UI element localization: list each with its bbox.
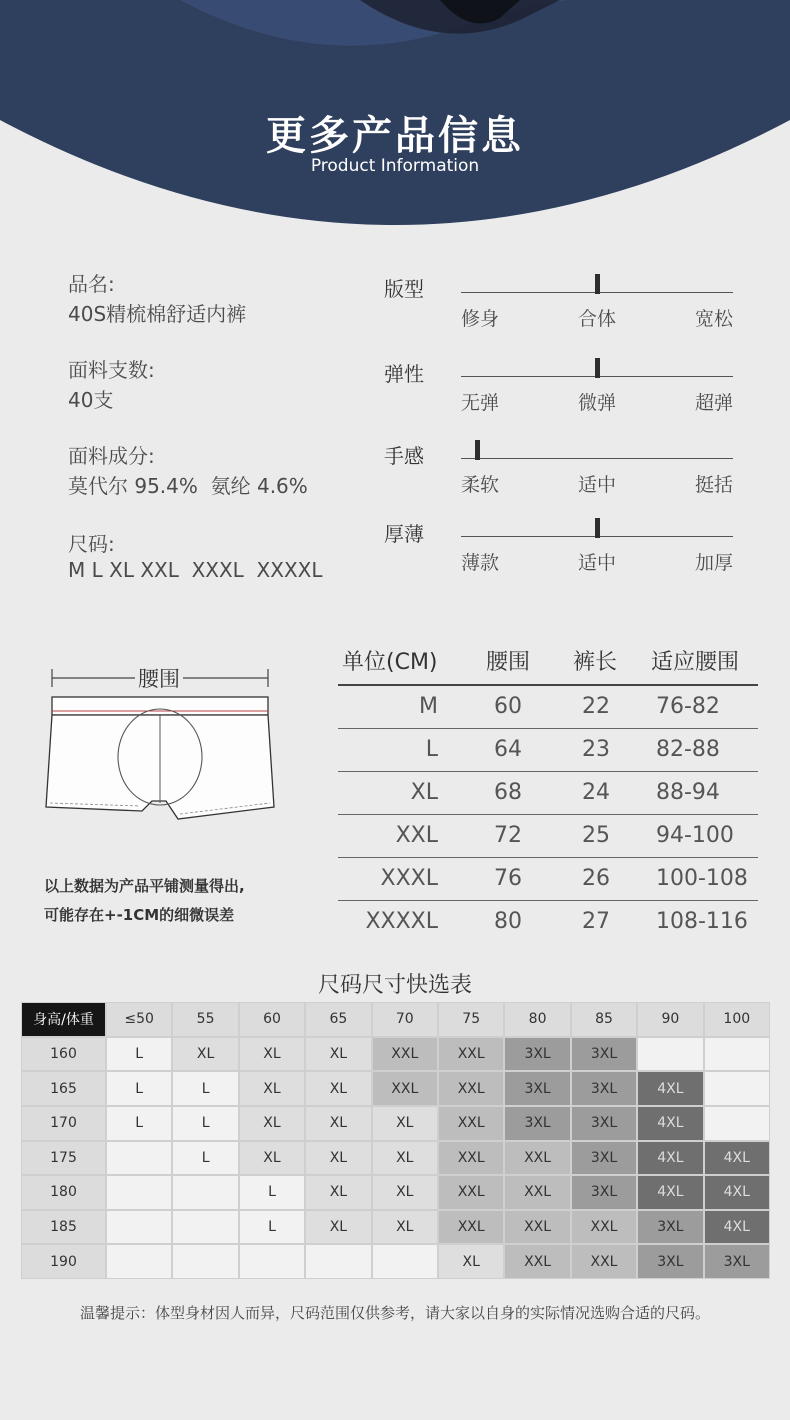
size-suggestion-cell xyxy=(173,1211,237,1244)
size-suggestion-cell: L xyxy=(173,1142,237,1175)
size-suggestion-cell: 3XL xyxy=(572,1142,636,1175)
weight-header: 55 xyxy=(173,1003,237,1036)
weight-header: 80 xyxy=(505,1003,569,1036)
page-subtitle: Product Information xyxy=(310,156,480,176)
size-suggestion-cell: XXL xyxy=(439,1211,503,1244)
size-suggestion-cell xyxy=(173,1176,237,1209)
fabric-composition-label: 面料成分: xyxy=(68,444,155,468)
size-suggestion-cell: XXL xyxy=(505,1142,569,1175)
scale-tick-mid: 适中 xyxy=(577,552,616,574)
fit-waist-cell: 76-82 xyxy=(656,694,720,719)
scale-line xyxy=(461,458,733,459)
sizes-value: M L XL XXL XXXL XXXXL xyxy=(68,558,323,582)
scale-tick-high: 加厚 xyxy=(694,552,733,574)
size-table xyxy=(338,648,758,943)
size-suggestion-cell xyxy=(107,1142,171,1175)
size-suggestion-cell: XXL xyxy=(439,1072,503,1105)
height-header: 180 xyxy=(22,1176,105,1209)
size-table-row xyxy=(338,901,758,943)
weight-header: 100 xyxy=(705,1003,769,1036)
scale-tick-low: 薄款 xyxy=(461,552,500,574)
size-suggestion-cell: 4XL xyxy=(705,1176,769,1209)
size-suggestion-cell: 3XL xyxy=(705,1245,769,1278)
size-suggestion-cell: L xyxy=(107,1107,171,1140)
size-cell: L xyxy=(425,737,438,762)
scale-tick-high: 挺括 xyxy=(694,474,733,496)
size-suggestion-cell: 3XL xyxy=(638,1211,702,1244)
header-unit: 单位(CM) xyxy=(342,650,438,675)
size-suggestion-cell: XXL xyxy=(439,1142,503,1175)
weight-header: 65 xyxy=(306,1003,370,1036)
scale-tick-mid: 合体 xyxy=(577,308,616,330)
size-suggestion-cell: 3XL xyxy=(572,1038,636,1071)
fabric-count-value: 40支 xyxy=(68,388,114,412)
size-suggestion-cell: XXL xyxy=(505,1211,569,1244)
weight-header: 60 xyxy=(240,1003,304,1036)
size-suggestion-cell: XL xyxy=(373,1176,437,1209)
size-table-row xyxy=(338,686,758,729)
size-suggestion-cell xyxy=(173,1245,237,1278)
waist-cell: 72 xyxy=(494,823,522,848)
fabric-composition-value: 莫代尔 95.4% 氨纶 4.6% xyxy=(68,474,308,498)
size-cell: M xyxy=(419,694,438,719)
size-suggestion-cell: XXL xyxy=(373,1072,437,1105)
waist-cell: 64 xyxy=(494,737,522,762)
scale-marker xyxy=(595,358,600,378)
size-suggestion-cell: XL xyxy=(240,1107,304,1140)
product-name-label: 品名: xyxy=(68,272,115,296)
size-suggestion-cell xyxy=(107,1245,171,1278)
scale-tick-mid: 微弹 xyxy=(577,392,616,414)
size-table-row xyxy=(338,772,758,815)
attribute-label: 弹性 xyxy=(384,362,424,386)
quick-table-corner: 身高/体重 xyxy=(22,1003,105,1036)
size-suggestion-cell: 4XL xyxy=(705,1142,769,1175)
size-suggestion-cell: L xyxy=(173,1072,237,1105)
size-suggestion-cell xyxy=(705,1072,769,1105)
scale-tick-low: 无弹 xyxy=(461,392,500,414)
scale-marker xyxy=(475,440,480,460)
size-suggestion-cell: XL xyxy=(240,1038,304,1071)
size-suggestion-cell: L xyxy=(173,1107,237,1140)
size-suggestion-cell: 3XL xyxy=(638,1245,702,1278)
size-cell: XL xyxy=(410,780,438,805)
size-suggestion-cell xyxy=(240,1245,304,1278)
scale-tick-high: 宽松 xyxy=(694,308,733,330)
size-suggestion-cell: XL xyxy=(373,1107,437,1140)
waist-cell: 60 xyxy=(494,694,522,719)
size-suggestion-cell: 3XL xyxy=(572,1107,636,1140)
size-suggestion-cell: 3XL xyxy=(572,1072,636,1105)
scale-tick-low: 柔软 xyxy=(461,474,500,496)
scale-tick-low: 修身 xyxy=(461,308,500,330)
waist-cell: 76 xyxy=(494,866,522,891)
size-suggestion-cell xyxy=(705,1038,769,1071)
size-table-header xyxy=(338,648,758,686)
size-suggestion-cell: 4XL xyxy=(705,1211,769,1244)
page-title: 更多产品信息 xyxy=(266,113,524,159)
weight-header: 75 xyxy=(439,1003,503,1036)
length-cell: 23 xyxy=(582,737,610,762)
weight-header: 70 xyxy=(373,1003,437,1036)
header-fit-waist: 适应腰围 xyxy=(651,650,740,675)
size-suggestion-cell: XL xyxy=(306,1142,370,1175)
measurement-note-line1: 以上数据为产品平铺测量得出, xyxy=(44,877,245,895)
attribute-label: 手感 xyxy=(384,444,424,468)
size-suggestion-cell: XL xyxy=(306,1072,370,1105)
size-suggestion-cell xyxy=(705,1107,769,1140)
size-suggestion-cell: 4XL xyxy=(638,1072,702,1105)
size-table-row xyxy=(338,815,758,858)
scale-tick-mid: 适中 xyxy=(577,474,616,496)
height-header: 170 xyxy=(22,1107,105,1140)
size-suggestion-cell: XXL xyxy=(373,1038,437,1071)
size-cell: XXXL xyxy=(380,866,438,891)
fit-waist-cell: 88-94 xyxy=(656,780,720,805)
fit-waist-cell: 94-100 xyxy=(656,823,734,848)
fit-waist-cell: 100-108 xyxy=(656,866,748,891)
measurement-note-line2: 可能存在+-1CM的细微误差 xyxy=(44,906,235,924)
sizes-label: 尺码: xyxy=(68,532,115,556)
size-suggestion-cell: XXL xyxy=(572,1211,636,1244)
size-suggestion-cell: XL xyxy=(173,1038,237,1071)
size-suggestion-cell: XL xyxy=(439,1245,503,1278)
size-suggestion-cell: XXL xyxy=(572,1245,636,1278)
size-suggestion-cell: 3XL xyxy=(505,1107,569,1140)
size-suggestion-cell: XXL xyxy=(505,1176,569,1209)
size-suggestion-cell: XL xyxy=(373,1142,437,1175)
size-suggestion-cell xyxy=(306,1245,370,1278)
size-suggestion-cell xyxy=(373,1245,437,1278)
size-suggestion-cell: XL xyxy=(306,1176,370,1209)
waist-label: 腰围 xyxy=(135,663,183,693)
size-suggestion-cell: XXL xyxy=(439,1038,503,1071)
height-header: 165 xyxy=(22,1072,105,1105)
size-table-body xyxy=(338,686,758,943)
scale-marker xyxy=(595,274,600,294)
size-quick-table xyxy=(21,1002,770,1279)
size-suggestion-cell: L xyxy=(107,1072,171,1105)
length-cell: 22 xyxy=(582,694,610,719)
fit-waist-cell: 108-116 xyxy=(656,909,748,934)
size-suggestion-cell xyxy=(107,1176,171,1209)
size-suggestion-cell: XL xyxy=(306,1211,370,1244)
scale-tick-high: 超弹 xyxy=(694,392,733,414)
weight-header: ≤50 xyxy=(107,1003,171,1036)
size-suggestion-cell: 3XL xyxy=(572,1176,636,1209)
size-suggestion-cell: 4XL xyxy=(638,1142,702,1175)
size-suggestion-cell: 4XL xyxy=(638,1107,702,1140)
size-suggestion-cell xyxy=(638,1038,702,1071)
height-header: 185 xyxy=(22,1211,105,1244)
weight-header: 90 xyxy=(638,1003,702,1036)
quick-table-title: 尺码尺寸快选表 xyxy=(317,973,472,998)
size-suggestion-cell: XL xyxy=(373,1211,437,1244)
size-suggestion-cell: L xyxy=(107,1038,171,1071)
fabric-count-label: 面料支数: xyxy=(68,358,155,382)
size-suggestion-cell: XL xyxy=(306,1107,370,1140)
fit-waist-cell: 82-88 xyxy=(656,737,720,762)
size-suggestion-cell: XL xyxy=(306,1038,370,1071)
footer-note: 温馨提示：体型身材因人而异，尺码范围仅供参考，请大家以自身的实际情况选购合适的尺码。 xyxy=(79,1304,710,1322)
size-suggestion-cell: XXL xyxy=(439,1107,503,1140)
size-suggestion-cell: 3XL xyxy=(505,1038,569,1071)
length-cell: 27 xyxy=(582,909,610,934)
length-cell: 26 xyxy=(582,866,610,891)
weight-header: 85 xyxy=(572,1003,636,1036)
attribute-label: 版型 xyxy=(384,277,424,301)
size-suggestion-cell: XL xyxy=(240,1142,304,1175)
size-suggestion-cell: XL xyxy=(240,1072,304,1105)
size-suggestion-cell: XXL xyxy=(439,1176,503,1209)
waist-cell: 68 xyxy=(494,780,522,805)
size-suggestion-cell: 3XL xyxy=(505,1072,569,1105)
size-suggestion-cell: L xyxy=(240,1211,304,1244)
attribute-label: 厚薄 xyxy=(384,522,424,546)
size-suggestion-cell: L xyxy=(240,1176,304,1209)
waist-cell: 80 xyxy=(494,909,522,934)
height-header: 175 xyxy=(22,1142,105,1175)
size-table-row xyxy=(338,729,758,772)
height-header: 160 xyxy=(22,1038,105,1071)
size-table-row xyxy=(338,858,758,901)
height-header: 190 xyxy=(22,1245,105,1278)
size-suggestion-cell: 4XL xyxy=(638,1176,702,1209)
scale-marker xyxy=(595,518,600,538)
size-cell: XXL xyxy=(395,823,438,848)
header-waist: 腰围 xyxy=(486,650,531,675)
product-name-value: 40S精梳棉舒适内裤 xyxy=(68,302,247,326)
size-cell: XXXXL xyxy=(365,909,438,934)
header-length: 裤长 xyxy=(573,650,618,675)
length-cell: 24 xyxy=(582,780,610,805)
length-cell: 25 xyxy=(582,823,610,848)
size-suggestion-cell xyxy=(107,1211,171,1244)
size-suggestion-cell: XXL xyxy=(505,1245,569,1278)
